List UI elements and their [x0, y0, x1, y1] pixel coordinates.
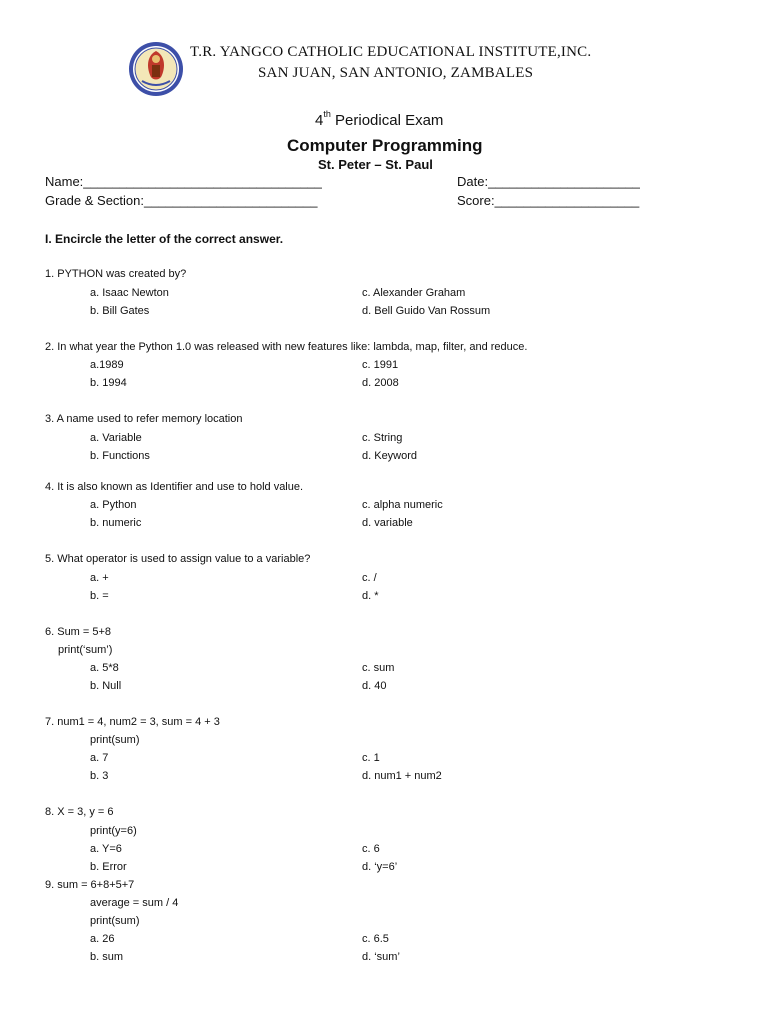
choice-b: b. 3 — [90, 770, 109, 782]
choice-d: d. ‘sum’ — [362, 951, 400, 963]
choice-d: d. variable — [362, 517, 413, 529]
choice-c: c. / — [362, 572, 377, 584]
choice-b: b. Functions — [90, 450, 150, 462]
name-field: Name:_________________________________ — [45, 174, 322, 189]
question-stem: 4. It is also known as Identifier and use to hold value. — [45, 481, 304, 493]
question-code-line: print(sum) — [90, 915, 140, 927]
choice-a: a. Python — [90, 499, 137, 511]
question-stem: 5. What operator is used to assign value to a variable? — [45, 553, 311, 565]
choice-a: a. 26 — [90, 933, 115, 945]
choice-b: b. 1994 — [90, 377, 127, 389]
instruction-heading: I. Encircle the letter of the correct answer. — [45, 232, 284, 246]
question-stem: 9. sum = 6+8+5+7 — [45, 879, 135, 891]
date-field: Date:_____________________ — [457, 174, 640, 189]
choice-b: b. Null — [90, 680, 122, 692]
score-field: Score:____________________ — [457, 193, 640, 208]
choice-d: d. 40 — [362, 680, 387, 692]
choice-c: c. sum — [362, 662, 395, 674]
question-stem: 2. In what year the Python 1.0 was released with new features like: lambda, map, filter, and reduce. — [45, 341, 528, 353]
choice-a: a. Variable — [90, 432, 142, 444]
choice-c: c. Alexander Graham — [362, 287, 466, 299]
choice-b: b. = — [90, 590, 109, 602]
choice-a: a.1989 — [90, 359, 124, 371]
question-stem: 3. A name used to refer memory location — [45, 413, 243, 425]
question-code-line: print(sum) — [90, 734, 140, 746]
choice-d: d. Bell Guido Van Rossum — [362, 305, 491, 317]
question-stem: 8. X = 3, y = 6 — [45, 806, 114, 818]
choice-d: d. 2008 — [362, 377, 399, 389]
question-stem: 6. Sum = 5+8 — [45, 626, 112, 638]
choice-b: b. Bill Gates — [90, 305, 150, 317]
school-seal-logo — [128, 41, 184, 97]
choice-a: a. Y=6 — [90, 843, 122, 855]
question-stem: 1. PYTHON was created by? — [45, 268, 187, 280]
choice-c: c. 1 — [362, 752, 380, 764]
school-address: SAN JUAN, SAN ANTONIO, ZAMBALES — [258, 65, 534, 81]
choice-d: d. ‘y=6’ — [362, 861, 398, 873]
choice-a: a. Isaac Newton — [90, 287, 169, 299]
choice-b: b. Error — [90, 861, 127, 873]
choice-d: d. Keyword — [362, 450, 418, 462]
school-name: T.R. YANGCO CATHOLIC EDUCATIONAL INSTITUTE,INC. — [190, 44, 592, 60]
choice-b: b. sum — [90, 951, 124, 963]
exam-title: 4th Periodical Exam — [315, 109, 444, 129]
choice-a: a. + — [90, 572, 109, 584]
choice-c: c. 6 — [362, 843, 380, 855]
grade-section-field: Grade & Section:________________________ — [45, 193, 318, 208]
choice-d: d. num1 + num2 — [362, 770, 442, 782]
choice-c: c. 6.5 — [362, 933, 389, 945]
choice-c: c. 1991 — [362, 359, 399, 371]
question-stem: 7. num1 = 4, num2 = 3, sum = 4 + 3 — [45, 716, 220, 728]
question-code-line: print(y=6) — [90, 825, 137, 837]
choice-a: a. 5*8 — [90, 662, 119, 674]
choice-d: d. * — [362, 590, 379, 602]
choice-c: c. String — [362, 432, 403, 444]
choice-c: c. alpha numeric — [362, 499, 443, 511]
section-names: St. Peter – St. Paul — [318, 157, 433, 172]
subject-title: Computer Programming — [287, 136, 483, 155]
question-code-line: average = sum / 4 — [90, 897, 179, 909]
choice-a: a. 7 — [90, 752, 109, 764]
question-code-line: print(‘sum’) — [58, 644, 113, 656]
choice-b: b. numeric — [90, 517, 142, 529]
